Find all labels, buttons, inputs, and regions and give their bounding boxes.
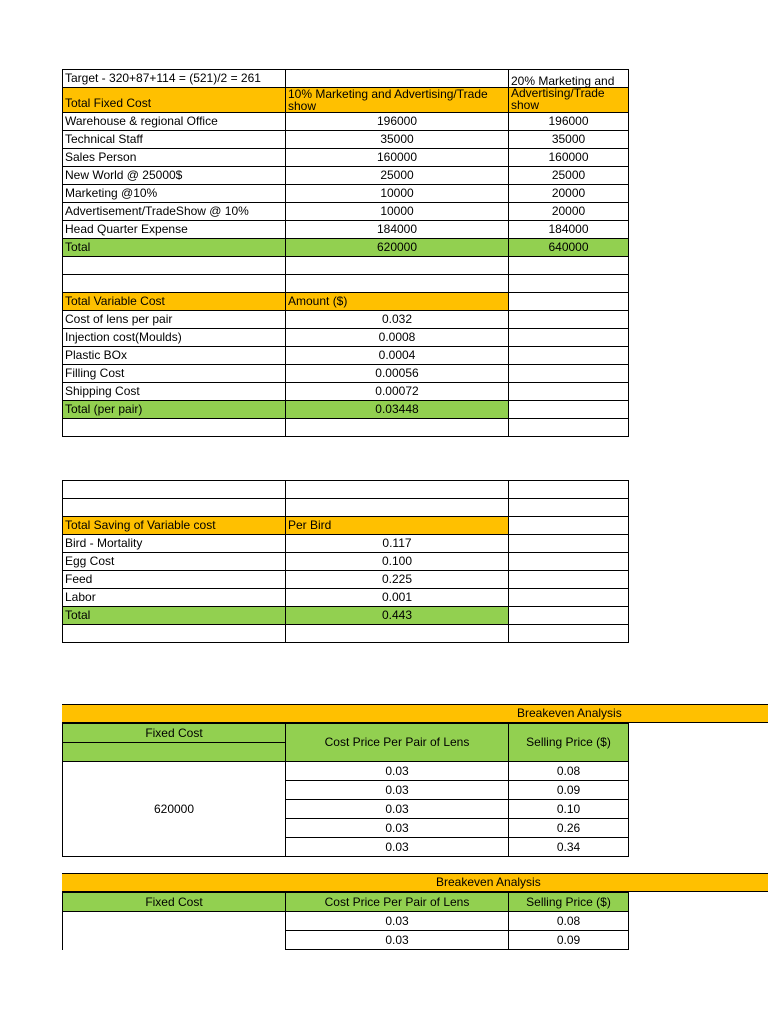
empty-cell[interactable]	[509, 293, 629, 311]
row-value[interactable]: 0.00072	[286, 383, 509, 401]
row-value-b[interactable]: 20000	[509, 185, 629, 203]
table-row	[63, 535, 629, 553]
empty-cell[interactable]	[509, 347, 629, 365]
table-row	[63, 131, 629, 149]
table-row	[63, 762, 629, 781]
col-20pct-header-text: 20% Marketing and Advertising/Trade show	[511, 74, 615, 112]
row-label[interactable]: Shipping Cost	[63, 383, 286, 401]
row-label[interactable]: Advertisement/TradeShow @ 10%	[63, 203, 286, 221]
variable-total-label[interactable]: Total (per pair)	[63, 401, 286, 419]
empty-cell[interactable]	[509, 419, 629, 437]
empty-cell[interactable]	[509, 499, 629, 517]
col-20pct-header[interactable]	[509, 74, 629, 113]
selling-price-header-2[interactable]: Selling Price ($)	[509, 893, 629, 912]
empty-cell[interactable]	[509, 257, 629, 275]
saving-header[interactable]: Total Saving of Variable cost	[63, 517, 286, 535]
empty-cell[interactable]	[63, 743, 286, 762]
col-10pct-header[interactable]: 10% Marketing and Advertising/Trade show	[286, 88, 509, 113]
empty-cell[interactable]	[63, 257, 286, 275]
row-label[interactable]: Warehouse & regional Office	[63, 113, 286, 131]
row-label[interactable]: Feed	[63, 571, 286, 589]
saving-total-label[interactable]: Total	[63, 607, 286, 625]
table-row	[63, 311, 629, 329]
breakeven-title-2: Breakeven Analysis	[436, 875, 541, 889]
cost-price-header-2[interactable]: Cost Price Per Pair of Lens	[286, 893, 509, 912]
fixed-cost-header[interactable]: Total Fixed Cost	[63, 88, 286, 113]
row-value-a[interactable]: 196000	[286, 113, 509, 131]
table-row	[63, 167, 629, 185]
table-row	[63, 589, 629, 607]
cost-price-cell[interactable]: 0.03	[286, 800, 509, 819]
row-value-a[interactable]: 10000	[286, 185, 509, 203]
selling-price-header[interactable]: Selling Price ($)	[509, 724, 629, 762]
row-value-a[interactable]: 35000	[286, 131, 509, 149]
breakeven-title: Breakeven Analysis	[517, 706, 622, 720]
row-label[interactable]: Marketing @10%	[63, 185, 286, 203]
row-label[interactable]: Filling Cost	[63, 365, 286, 383]
selling-price-cell[interactable]: 0.09	[509, 931, 629, 950]
row-label[interactable]: Labor	[63, 589, 286, 607]
table-row	[63, 383, 629, 401]
cost-price-cell[interactable]: 0.03	[286, 838, 509, 857]
row-value-a[interactable]: 184000	[286, 221, 509, 239]
row-value[interactable]: 0.225	[286, 571, 509, 589]
cost-price-cell[interactable]: 0.03	[286, 762, 509, 781]
row-label[interactable]: Plastic BOx	[63, 347, 286, 365]
empty-cell[interactable]	[63, 481, 286, 499]
empty-cell[interactable]	[286, 257, 509, 275]
empty-cell[interactable]	[63, 499, 286, 517]
row-value[interactable]: 0.001	[286, 589, 509, 607]
fixed-cost-header[interactable]: Fixed Cost	[63, 724, 286, 743]
empty-cell[interactable]	[286, 419, 509, 437]
table-row	[63, 329, 629, 347]
empty-cell[interactable]	[286, 499, 509, 517]
row-value-a[interactable]: 10000	[286, 203, 509, 221]
empty-cell[interactable]	[509, 571, 629, 589]
table-row	[63, 365, 629, 383]
row-value-b[interactable]: 160000	[509, 149, 629, 167]
target-cell[interactable]: Target - 320+87+114 = (521)/2 = 261	[63, 70, 286, 88]
row-value-a[interactable]: 25000	[286, 167, 509, 185]
table-row	[63, 149, 629, 167]
selling-price-cell[interactable]: 0.08	[509, 912, 629, 931]
variable-total-value[interactable]: 0.03448	[286, 401, 509, 419]
breakeven-table-1	[62, 723, 629, 857]
empty-cell[interactable]	[286, 70, 509, 88]
empty-cell[interactable]	[286, 275, 509, 293]
empty-cell[interactable]	[286, 625, 509, 643]
row-value[interactable]: 0.0004	[286, 347, 509, 365]
row-label[interactable]: Sales Person	[63, 149, 286, 167]
row-value[interactable]: 0.032	[286, 311, 509, 329]
empty-cell[interactable]	[509, 625, 629, 643]
breakeven-title-bar-2	[62, 873, 768, 892]
row-label[interactable]: Egg Cost	[63, 553, 286, 571]
fixed-cost-table	[62, 69, 629, 437]
empty-cell[interactable]	[509, 535, 629, 553]
table-row	[63, 912, 629, 931]
empty-cell[interactable]	[509, 607, 629, 625]
empty-cell[interactable]	[509, 311, 629, 329]
empty-cell[interactable]	[509, 589, 629, 607]
saving-table	[62, 480, 629, 643]
cost-price-cell[interactable]: 0.03	[286, 781, 509, 800]
empty-cell[interactable]	[509, 517, 629, 535]
table-row	[63, 203, 629, 221]
row-value-b[interactable]: 196000	[509, 113, 629, 131]
empty-cell[interactable]	[63, 625, 286, 643]
row-label[interactable]: Bird - Mortality	[63, 535, 286, 553]
row-value[interactable]: 0.00056	[286, 365, 509, 383]
variable-cost-header[interactable]: Total Variable Cost	[63, 293, 286, 311]
table-row	[63, 185, 629, 203]
selling-price-cell[interactable]: 0.09	[509, 781, 629, 800]
row-label[interactable]: Injection cost(Moulds)	[63, 329, 286, 347]
table-row	[63, 571, 629, 589]
empty-cell[interactable]	[63, 275, 286, 293]
table-row	[63, 347, 629, 365]
fixed-cost-value[interactable]: 620000	[63, 762, 286, 857]
empty-cell[interactable]	[509, 481, 629, 499]
fixed-total-label[interactable]: Total	[63, 239, 286, 257]
cost-price-header[interactable]: Cost Price Per Pair of Lens	[286, 724, 509, 762]
empty-cell[interactable]	[509, 383, 629, 401]
selling-price-cell[interactable]: 0.26	[509, 819, 629, 838]
cost-price-cell[interactable]: 0.03	[286, 931, 509, 950]
empty-cell[interactable]	[509, 365, 629, 383]
saving-unit-header[interactable]: Per Bird	[286, 517, 509, 535]
breakeven-table-2	[62, 892, 629, 950]
row-value-b[interactable]: 25000	[509, 167, 629, 185]
empty-cell[interactable]	[286, 481, 509, 499]
row-value[interactable]: 0.0008	[286, 329, 509, 347]
row-value-b[interactable]: 184000	[509, 221, 629, 239]
row-label[interactable]: Technical Staff	[63, 131, 286, 149]
row-value[interactable]: 0.117	[286, 535, 509, 553]
row-value-b[interactable]: 20000	[509, 203, 629, 221]
row-label[interactable]: Cost of lens per pair	[63, 311, 286, 329]
breakeven-title-bar	[62, 704, 768, 723]
table-row	[63, 113, 629, 131]
empty-cell[interactable]	[509, 553, 629, 571]
selling-price-cell[interactable]: 0.34	[509, 838, 629, 857]
row-value-b[interactable]: 35000	[509, 131, 629, 149]
cost-price-cell[interactable]: 0.03	[286, 819, 509, 838]
row-value[interactable]: 0.100	[286, 553, 509, 571]
fixed-cost-header-2[interactable]: Fixed Cost	[63, 893, 286, 912]
selling-price-cell[interactable]: 0.08	[509, 762, 629, 781]
cost-price-cell[interactable]: 0.03	[286, 912, 509, 931]
table-row	[63, 221, 629, 239]
selling-price-cell[interactable]: 0.10	[509, 800, 629, 819]
variable-amount-header[interactable]: Amount ($)	[286, 293, 509, 311]
saving-total-value[interactable]: 0.443	[286, 607, 509, 625]
empty-cell[interactable]	[509, 329, 629, 347]
empty-cell[interactable]	[509, 275, 629, 293]
empty-cell[interactable]	[63, 419, 286, 437]
empty-cell[interactable]	[509, 401, 629, 419]
fixed-total-a[interactable]: 620000	[286, 239, 509, 257]
row-label[interactable]: Head Quarter Expense	[63, 221, 286, 239]
table-row	[63, 553, 629, 571]
empty-cell[interactable]	[63, 912, 286, 950]
fixed-total-b[interactable]: 640000	[509, 239, 629, 257]
row-label[interactable]: New World @ 25000$	[63, 167, 286, 185]
row-value-a[interactable]: 160000	[286, 149, 509, 167]
